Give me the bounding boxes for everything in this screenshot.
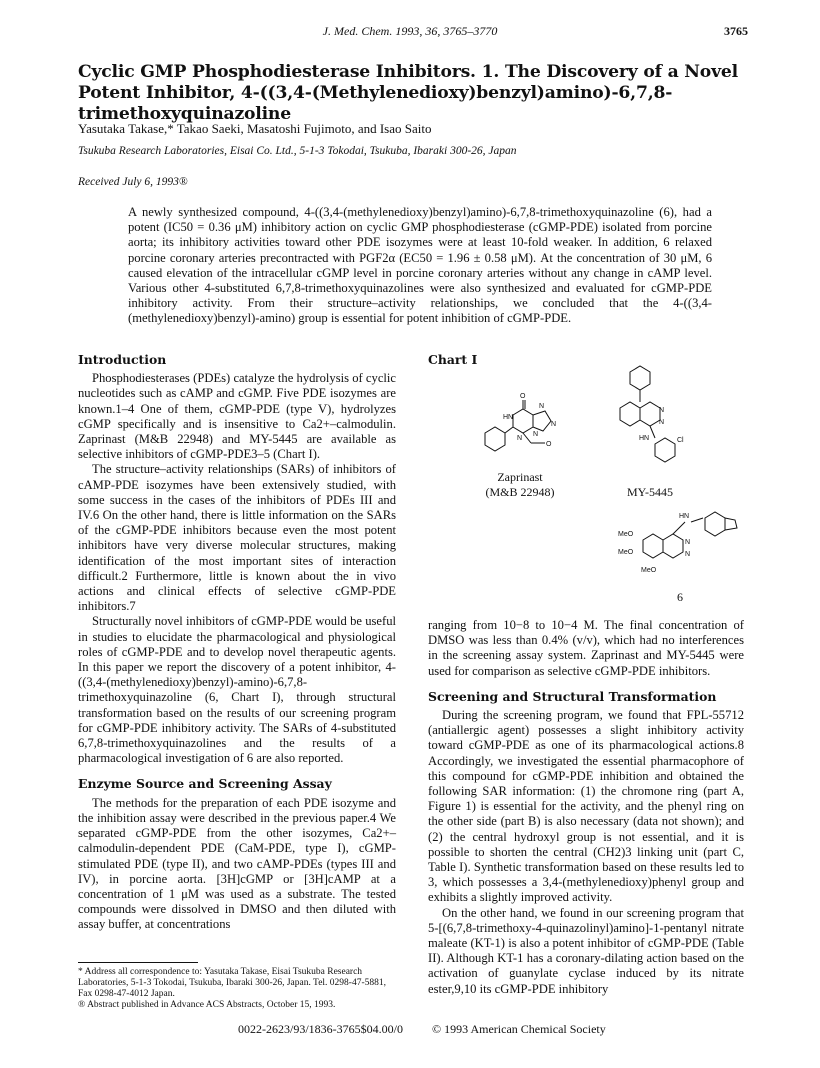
enzyme-heading: Enzyme Source and Screening Assay [78, 776, 332, 792]
journal-citation: J. Med. Chem. 1993, 36, 3765–3770 [322, 24, 498, 38]
my5445-cl-label: Cl [677, 437, 684, 444]
compound-6-meo-label-2: MeO [618, 549, 634, 556]
compound-6-structure [615, 500, 755, 582]
compound-6-meo-label-3: MeO [641, 567, 657, 574]
screening-paragraph-2: On the other hand, we found in our screening program that 5-[(6,7,8-trimethoxy-4-quinazolinyl)amino]-1-pentanyl nitrate maleate (KT-1) is also a potent inhibitor of cGMP-PDE (Table II). Although KT-1 has a coronary-dilating action based on the activation of guanylate cyclase induced by its nitrate ester,9,10 its cGMP-PDE inhibitory [428, 905, 744, 996]
chart-heading: Chart I [428, 352, 478, 367]
zaprinast-name: Zaprinast [497, 470, 543, 484]
abstract: A newly synthesized compound, 4-((3,4-(methylenedioxy)benzyl)amino)-6,7,8-trimethoxyquinazoline (6), had a potent (IC50 = 0.36 μM) inhibitory action on cyclic GMP phosphodiesterase (cGMP-PDE) isolated from porcine aorta; its inhibitory activities toward other PDE isozymes were at least 10-fold weaker. In addition, 6 relaxed porcine coronary arteries precontracted with PGF2α (EC50 = 1.96 ± 0.58 μM). At the concentration of 30 μM, 6 caused elevation of the intracellular cGMP level in porcine coronary arteries without any change in cAMP level. Various other 4-substituted 6,7,8-trimethoxyquinazolines were also synthesized and evaluated for cGMP-PDE inhibitory activity. From their structure–activity relationships, we concluded that the 4-((3,4-(methylenedioxy)benzyl)-amino) group is essential for potent inhibition of cGMP-PDE. [128, 205, 712, 326]
affiliation: Tsukuba Research Laboratories, Eisai Co. Ltd., 5-1-3 Tokodai, Tsukuba, Ibaraki 300-26, Japan [78, 145, 517, 157]
article-code: 0022-2623/93/1836-3765$04.00/0 [238, 1022, 403, 1036]
footnotes [78, 962, 396, 1011]
zaprinast-o-label: O [546, 441, 552, 448]
zaprinast-caption [475, 470, 565, 500]
page-number: 3765 [724, 24, 748, 38]
zaprinast-n-label-2: N [551, 421, 557, 428]
zaprinast-code: (M&B 22948) [485, 485, 555, 499]
footnote-correspondence: * Address all correspondence to: Yasutaka Takase, Eisai Tsukuba Research Laboratories, 5-1-3 Tokodai, Tsukuba, Ibaraki 300-26, Japan. Tel. 0298-47-5881, Fax 0298-47-4012 Japan. [78, 967, 387, 999]
right-column [428, 618, 744, 997]
compound-6-hn-label: HN [679, 513, 690, 520]
compound-6-meo-label: MeO [618, 531, 634, 538]
author-list: Yasutaka Takase,* Takao Saeki, Masatoshi Fujimoto, and Isao Saito [78, 121, 432, 136]
zaprinast-structure [455, 388, 585, 468]
intro-paragraph-3: Structurally novel inhibitors of cGMP-PDE would be useful in studies to elucidate the pharmacological and physiological roles of cGMP-PDE and to develop novel therapeutic agents. In this paper we report the discovery of a potent inhibitor, 4-((3,4-(methylenedioxy)benzyl)-amino)-6,7,8-trimethoxyquinazoline (6, Chart I), through structural transformation based on the results of our screening program for cGMP-PDE inhibitory activity. The SARs of 4-substituted 6,7,8-trimethoxyquinazolines and the results of a pharmacological investigation of 6 are also reported. [78, 614, 396, 766]
my5445-caption: MY-5445 [626, 485, 673, 499]
copyright: © 1993 American Chemical Society [432, 1022, 606, 1036]
zaprinast-oxygen-label: O [520, 393, 526, 400]
footnote-abstract-published: ® Abstract published in Advance ACS Abstracts, October 15, 1993. [78, 1000, 336, 1010]
compound-6-caption: 6 [677, 590, 683, 604]
screening-concentration-paragraph: ranging from 10−8 to 10−4 M. The final concentration of DMSO was less than 0.4% (v/v), which had no interferences in the screening assay system. Zaprinast and MY-5445 were used for comparison as selective cGMP-PDE inhibitors. [428, 618, 744, 678]
zaprinast-n-label-3: N [517, 435, 523, 442]
footnote-rule [78, 962, 198, 963]
screening-heading: Screening and Structural Transformation [428, 688, 717, 704]
intro-paragraph-1: Phosphodiesterases (PDEs) catalyze the hydrolysis of cyclic nucleotides such as cAMP and cGMP. Five PDE isozymes are known.1–4 One of them, cGMP-PDE (type V), hydrolyzes cGMP specifically and is insensitive to Ca2+–calmodulin. Zaprinast (M&B 22948) and MY-5445 are available as selective inhibitors of cGMP-PDE3–5 (Chart I). [78, 371, 396, 462]
received-date: Received July 6, 1993® [78, 176, 188, 188]
left-column [78, 352, 396, 933]
compound-6-n-label-2: N [685, 551, 691, 558]
my5445-n-label-2: N [659, 419, 665, 426]
my5445-hn-label: HN [639, 435, 650, 442]
screening-paragraph-1: During the screening program, we found that FPL-55712 (antiallergic agent) possesses a slight inhibitory activity toward cGMP-PDE as one of its pharmacological actions.8 Accordingly, we investigated the essential pharmacophore of this compound for cGMP-PDE inhibition and obtained the following SAR information: (1) the chromone ring (part A, Figure 1) is essential for the activity, and the phenyl ring on the other side (part B) is also necessary (data not shown); and (2) the central hydroxyl group is not essential, and it is possible to shorten the central (CH2)3 linking unit (part C, Table I). Synthetic transformation based on these results led to 3, which possesses a 3,4-(methylenedioxy)phenyl group and exhibits a slightly improved activity. [428, 708, 744, 905]
my5445-n-label: N [659, 407, 665, 414]
paper-title: Cyclic GMP Phosphodiesterase Inhibitors. 1. The Discovery of a Novel Potent Inhibitor, 4-((3,4-(Methylenedioxy)benzyl)amino)-6,7,8-trimethoxyquinazoline [78, 62, 738, 124]
intro-paragraph-2: The structure–activity relationships (SARs) of inhibitors of cAMP-PDE isozymes have been extensively studied, with some success in the cases of the inhibitors of PDEs III and IV.6 On the other hand, there is little information on the SARs of the cGMP-PDE inhibitors because even the most potent inhibitors have very diverse molecular structures, making identification of the most important sites of interaction difficult.2 Furthermore, little is known about the in vivo actions and clinical effects of selective cGMP-PDE inhibitors.7 [78, 462, 396, 614]
intro-heading: Introduction [78, 352, 167, 367]
my5445-structure [595, 362, 715, 472]
compound-6-n-label: N [685, 539, 691, 546]
zaprinast-hn-label: HN [503, 414, 514, 421]
enzyme-paragraph-1: The methods for the preparation of each PDE isozyme and the inhibition assay were described in the previous paper.4 We separated cGMP-PDE from the other isozymes, Ca2+–calmodulin-dependent PDE (CaM-PDE, type I), cGMP-stimulated PDE (type II), and two cAMP-PDEs (types III and IV), in porcine aorta. [3H]cGMP or [3H]cAMP at a concentration of 1 μM was used as a substrate. The tested compounds were dissolved in DMSO and then diluted with assay buffer, at concentrations [78, 795, 396, 932]
zaprinast-n-label: N [539, 403, 545, 410]
zaprinast-nh-label: N [533, 431, 539, 438]
